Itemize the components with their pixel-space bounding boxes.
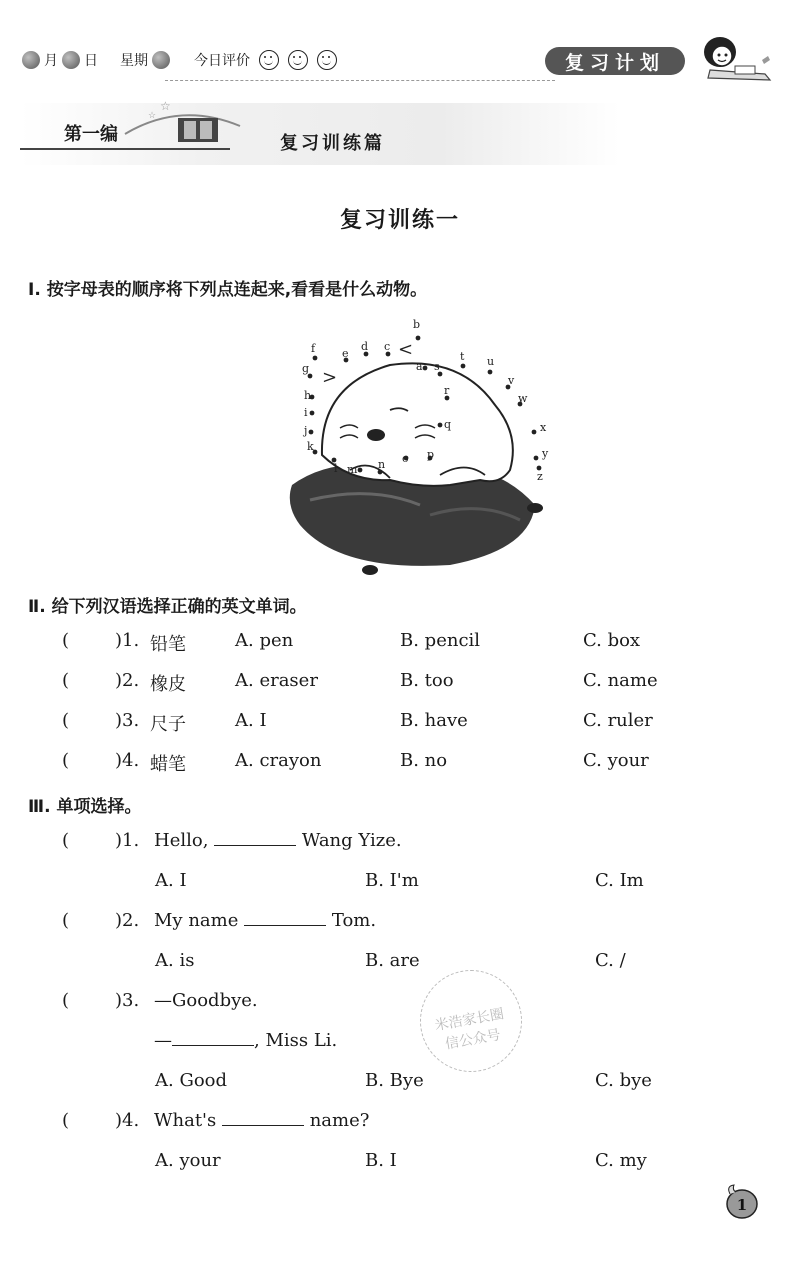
item-number: )3.	[115, 710, 140, 731]
reading-girl-icon	[690, 30, 780, 85]
day-blank-icon	[62, 51, 80, 69]
option-a: A. crayon	[235, 750, 322, 771]
dot-label: y	[542, 447, 549, 460]
svg-text:<: <	[398, 339, 414, 360]
dot-label: m	[347, 463, 358, 476]
date-rating-line	[22, 50, 337, 70]
option-b: B. no	[400, 750, 448, 771]
part-label: 第一编	[64, 124, 118, 145]
section-band-line	[20, 148, 230, 150]
option-b: B. Bye	[365, 1070, 424, 1091]
answer-bracket[interactable]: (	[62, 910, 70, 931]
option-c: C. Im	[595, 870, 644, 891]
dot-label: u	[487, 355, 495, 368]
page-number: 1	[736, 1196, 748, 1214]
option-a: A. Good	[155, 1070, 228, 1091]
dot-label: q	[444, 418, 452, 431]
option-b: B. have	[400, 710, 468, 731]
smiley-face-icon[interactable]	[317, 50, 337, 70]
dot-label: z	[537, 470, 543, 483]
watermark-stamp	[420, 970, 522, 1072]
dot-label: l	[334, 462, 338, 475]
part1-heading: Ⅰ. 按字母表的顺序将下列点连起来,看看是什么动物。	[28, 280, 428, 300]
option-a: A. is	[155, 950, 195, 971]
option-b: B. pencil	[400, 630, 481, 651]
question-number: )2.	[115, 910, 140, 931]
page-number-badge	[720, 1180, 760, 1220]
page-title: 复习训练一	[339, 208, 460, 233]
part2-heading: Ⅱ. 给下列汉语选择正确的英文单词。	[28, 597, 307, 617]
dot-label: e	[342, 347, 349, 360]
option-a: A. I	[235, 710, 267, 731]
header-divider	[165, 80, 555, 81]
dot-label: s	[434, 360, 440, 373]
dot-label: t	[460, 350, 465, 363]
question-text: What's name?	[154, 1110, 370, 1131]
question-text: —Goodbye.	[154, 990, 258, 1011]
dot-label: n	[378, 458, 386, 471]
dot-label: p	[427, 448, 435, 461]
month-blank-icon	[22, 51, 40, 69]
question-number: )3.	[115, 990, 140, 1011]
chinese-word: 蜡笔	[150, 754, 186, 775]
answer-bracket[interactable]: (	[62, 670, 70, 691]
answer-bracket[interactable]: (	[62, 630, 70, 651]
option-b: B. I'm	[365, 870, 419, 891]
answer-blank[interactable]	[244, 925, 326, 926]
option-a: A. pen	[235, 630, 294, 651]
option-c: C. bye	[595, 1070, 652, 1091]
weekday-blank-icon	[152, 51, 170, 69]
chinese-word: 尺子	[150, 714, 186, 735]
option-c: C. box	[583, 630, 641, 651]
dot-label: d	[361, 340, 369, 353]
item-number: )1.	[115, 630, 140, 651]
part-title: 复习训练篇	[280, 133, 385, 154]
answer-bracket[interactable]: (	[62, 1110, 70, 1131]
option-a: A. your	[155, 1150, 221, 1171]
dot-label: w	[518, 392, 528, 405]
item-number: )4.	[115, 750, 140, 771]
option-b: B. too	[400, 670, 454, 691]
dot-label: f	[311, 342, 316, 355]
item-number: )2.	[115, 670, 140, 691]
watermark-text: 米浩家长圈 信公众号	[433, 1006, 506, 1053]
review-plan-badge: 复习计划	[545, 47, 685, 75]
chinese-word: 橡皮	[150, 674, 186, 695]
question-number: )4.	[115, 1110, 140, 1131]
option-b: B. are	[365, 950, 420, 971]
answer-blank[interactable]	[214, 845, 296, 846]
question-text: Hello, Wang Yize.	[154, 830, 402, 851]
dot-label: c	[384, 340, 391, 353]
dot-label: g	[302, 362, 310, 375]
dot-label: i	[304, 406, 308, 419]
question-number: )1.	[115, 830, 140, 851]
svg-text:☆: ☆	[148, 111, 157, 121]
weekday-label: 星期	[120, 53, 148, 69]
option-b: B. I	[365, 1150, 397, 1171]
dot-label: j	[304, 424, 308, 437]
option-c: C. your	[583, 750, 649, 771]
answer-bracket[interactable]: (	[62, 750, 70, 771]
option-c: C. ruler	[583, 710, 653, 731]
dot-to-dot-hedgehog-picture[interactable]	[280, 310, 550, 575]
question-text-line2: — , Miss Li.	[154, 1030, 338, 1051]
option-a: A. eraser	[235, 670, 318, 691]
answer-bracket[interactable]: (	[62, 830, 70, 851]
answer-bracket[interactable]: (	[62, 710, 70, 731]
dot-label: x	[540, 421, 547, 434]
dot-label: b	[413, 318, 421, 331]
answer-blank[interactable]	[222, 1125, 304, 1126]
part3-heading: Ⅲ. 单项选择。	[28, 797, 142, 817]
dot-label: k	[307, 440, 314, 453]
question-text: My name Tom.	[154, 910, 377, 931]
day-label: 日	[84, 53, 98, 69]
svg-text:>: >	[322, 367, 338, 388]
month-label: 月	[44, 53, 58, 69]
option-c: C. name	[583, 670, 658, 691]
dot-label: r	[444, 384, 450, 397]
option-a: A. I	[155, 870, 187, 891]
dot-label: o	[402, 452, 409, 465]
chinese-word: 铅笔	[150, 634, 186, 655]
book-swoosh-icon	[120, 96, 250, 166]
dot-label: a	[416, 360, 423, 373]
dot-label: v	[508, 374, 515, 387]
smiley-face-icon[interactable]	[288, 50, 308, 70]
smiley-face-icon[interactable]	[259, 50, 279, 70]
option-c: C. /	[595, 950, 626, 971]
answer-blank[interactable]	[172, 1045, 254, 1046]
rating-label: 今日评价	[194, 53, 250, 69]
answer-bracket[interactable]: (	[62, 990, 70, 1011]
svg-text:☆: ☆	[160, 99, 171, 113]
dot-label: h	[304, 389, 312, 402]
option-c: C. my	[595, 1150, 647, 1171]
